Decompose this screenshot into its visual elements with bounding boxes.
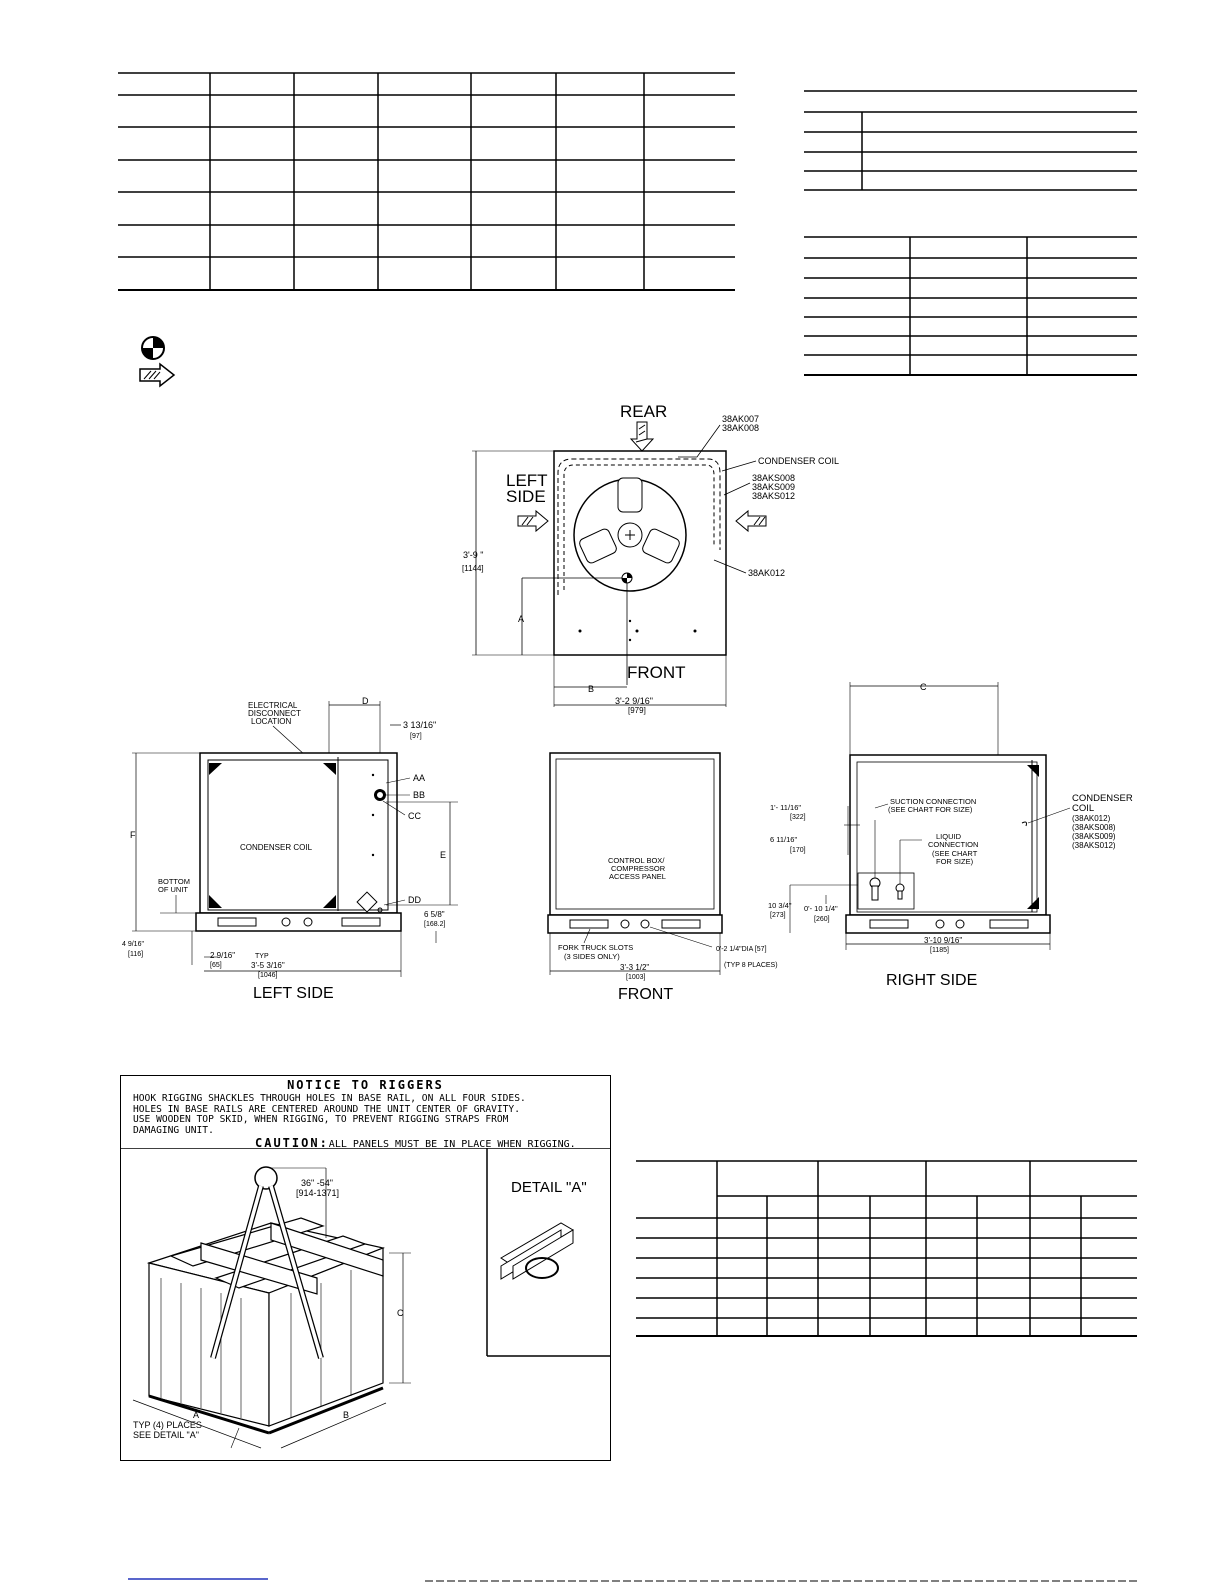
svg-text:ACCESS PANEL: ACCESS PANEL — [609, 872, 666, 881]
svg-text:38AK008: 38AK008 — [722, 423, 760, 433]
rear-arrow-icon — [631, 422, 653, 451]
svg-text:A: A — [518, 614, 525, 624]
svg-text:AA: AA — [413, 773, 426, 783]
right-arrow-icon — [736, 511, 766, 531]
svg-text:FRONT: FRONT — [627, 663, 686, 682]
svg-text:38AK007: 38AK007 — [722, 414, 760, 424]
svg-text:TYP: TYP — [255, 953, 269, 960]
svg-text:BOTTOM: BOTTOM — [158, 877, 190, 886]
svg-text:38AKS012: 38AKS012 — [752, 491, 796, 501]
notice-title: NOTICE TO RIGGERS — [287, 1078, 444, 1092]
plan-view — [440, 395, 860, 715]
svg-text:B: B — [588, 684, 595, 694]
svg-text:[914-1371]: [914-1371] — [296, 1188, 340, 1198]
svg-text:0'- 10 1/4": 0'- 10 1/4" — [804, 904, 838, 913]
footer-rule — [0, 1575, 1225, 1585]
svg-text:DISCONNECT: DISCONNECT — [248, 709, 301, 718]
left-arrow-icon — [518, 511, 548, 531]
rear-label: REAR — [620, 402, 668, 421]
svg-text:0'-2 1/4"DIA [57]: 0'-2 1/4"DIA [57] — [716, 946, 767, 953]
svg-text:DD: DD — [408, 895, 421, 905]
svg-text:3'-2 9/16": 3'-2 9/16" — [615, 696, 653, 706]
svg-text:CONTROL BOX/: CONTROL BOX/ — [608, 856, 665, 865]
front-title: FRONT — [618, 986, 674, 1003]
top-right-table-1 — [804, 88, 1140, 198]
center-of-gravity-icon — [138, 335, 170, 361]
svg-text:COMPRESSOR: COMPRESSOR — [611, 864, 666, 873]
svg-text:38AKS008: 38AKS008 — [752, 473, 796, 483]
svg-text:6 5/8": 6 5/8" — [424, 910, 445, 919]
svg-text:LEFT: LEFT — [506, 471, 548, 490]
detail-a-sketch — [501, 1223, 573, 1279]
svg-text:D: D — [362, 696, 369, 706]
svg-text:TYP (4) PLACES: TYP (4) PLACES — [133, 1420, 202, 1430]
svg-text:3'-3 1/2": 3'-3 1/2" — [620, 963, 650, 972]
top-left-table — [118, 70, 738, 295]
svg-text:A: A — [193, 1410, 200, 1420]
svg-text:38AKS009: 38AKS009 — [752, 482, 796, 492]
svg-text:[170]: [170] — [790, 847, 806, 854]
svg-text:[1185]: [1185] — [930, 947, 949, 954]
svg-text:SIDE: SIDE — [506, 487, 546, 506]
rigging-illustration — [121, 1148, 610, 1460]
svg-text:CONDENSER: CONDENSER — [1072, 793, 1133, 804]
svg-text:[322]: [322] — [790, 814, 806, 821]
svg-text:F: F — [130, 830, 136, 840]
svg-text:CONDENSER COIL: CONDENSER COIL — [240, 843, 313, 852]
svg-text:B: B — [343, 1410, 350, 1420]
svg-text:3'-10 9/16": 3'-10 9/16" — [924, 936, 963, 945]
svg-text:BB: BB — [413, 790, 426, 800]
detail-a-label: DETAIL "A" — [511, 1179, 587, 1196]
svg-text:[168.2]: [168.2] — [424, 921, 446, 928]
svg-text:38AK012: 38AK012 — [748, 568, 786, 578]
svg-text:(38AKS009): (38AKS009) — [1072, 832, 1116, 841]
svg-text:C: C — [397, 1308, 404, 1318]
bottom-right-table — [636, 1158, 1140, 1340]
svg-text:SUCTION CONNECTION: SUCTION CONNECTION — [890, 797, 977, 806]
svg-text:CONDENSER COIL: CONDENSER COIL — [758, 456, 840, 466]
airflow-arrow-icon — [138, 362, 178, 388]
svg-text:LIQUID: LIQUID — [936, 832, 962, 841]
svg-text:(38AKS012): (38AKS012) — [1072, 841, 1116, 850]
svg-text:4 9/16": 4 9/16" — [122, 941, 144, 948]
svg-text:36" -54": 36" -54" — [301, 1178, 333, 1188]
svg-text:1'- 11/16": 1'- 11/16" — [770, 803, 802, 812]
svg-text:ELECTRICAL: ELECTRICAL — [248, 701, 298, 710]
left-side-title: LEFT SIDE — [253, 985, 334, 1002]
svg-text:10 3/4": 10 3/4" — [768, 901, 792, 910]
svg-text:(TYP 8 PLACES): (TYP 8 PLACES) — [724, 962, 778, 969]
svg-text:3 13/16": 3 13/16" — [403, 720, 437, 730]
svg-text:SEE DETAIL "A": SEE DETAIL "A" — [133, 1430, 199, 1440]
svg-text:C: C — [920, 682, 927, 692]
svg-text:(38AKS008): (38AKS008) — [1072, 823, 1116, 832]
right-side-view — [760, 680, 1160, 1000]
svg-text:(SEE CHART FOR SIZE): (SEE CHART FOR SIZE) — [888, 805, 973, 814]
svg-text:[1046]: [1046] — [258, 972, 278, 979]
svg-text:[65]: [65] — [210, 962, 222, 969]
svg-text:[1003]: [1003] — [626, 974, 646, 981]
caution-text: CAUTION:ALL PANELS MUST BE IN PLACE WHEN RIGGING. — [255, 1136, 576, 1150]
svg-text:CONNECTION: CONNECTION — [928, 840, 979, 849]
svg-text:COIL: COIL — [1072, 803, 1095, 814]
center-of-gravity-icon — [622, 573, 632, 583]
svg-text:[273]: [273] — [770, 912, 786, 919]
svg-text:(3 SIDES ONLY): (3 SIDES ONLY) — [564, 952, 620, 961]
svg-text:(38AK012): (38AK012) — [1072, 814, 1111, 823]
svg-text:[979]: [979] — [628, 706, 646, 715]
svg-text:E: E — [440, 850, 447, 860]
svg-text:[116]: [116] — [128, 951, 144, 958]
notice-to-riggers-box — [120, 1075, 611, 1461]
svg-text:3'-9 ": 3'-9 " — [463, 550, 484, 560]
svg-text:(SEE CHART: (SEE CHART — [932, 849, 978, 858]
svg-text:2 9/16": 2 9/16" — [210, 951, 236, 960]
svg-text:FOR SIZE): FOR SIZE) — [936, 857, 974, 866]
svg-text:CC: CC — [408, 811, 421, 821]
svg-text:LOCATION: LOCATION — [251, 717, 292, 726]
svg-text:3'-5 3/16": 3'-5 3/16" — [251, 961, 285, 970]
notice-text: HOOK RIGGING SHACKLES THROUGH HOLES IN BASE RAIL, ON ALL FOUR SIDES. HOLES IN BASE RAILS ARE CENTERED AROUND THE UNIT CENTER OF GRAVITY. USE WOODEN TOP SKID, WHEN RIGGING, TO PREVENT RIGGING STRAPS FROM DAMAGING UNIT. — [133, 1093, 526, 1136]
svg-text:6 11/16": 6 11/16" — [770, 835, 798, 844]
svg-text:[1144]: [1144] — [462, 564, 484, 573]
svg-text:FORK TRUCK SLOTS: FORK TRUCK SLOTS — [558, 943, 634, 952]
svg-text:[260]: [260] — [814, 916, 830, 923]
left-side-view — [118, 695, 478, 1005]
svg-text:OF UNIT: OF UNIT — [158, 885, 188, 894]
right-side-title: RIGHT SIDE — [886, 972, 978, 989]
top-right-table-2 — [804, 234, 1140, 379]
svg-text:[97]: [97] — [410, 733, 422, 740]
